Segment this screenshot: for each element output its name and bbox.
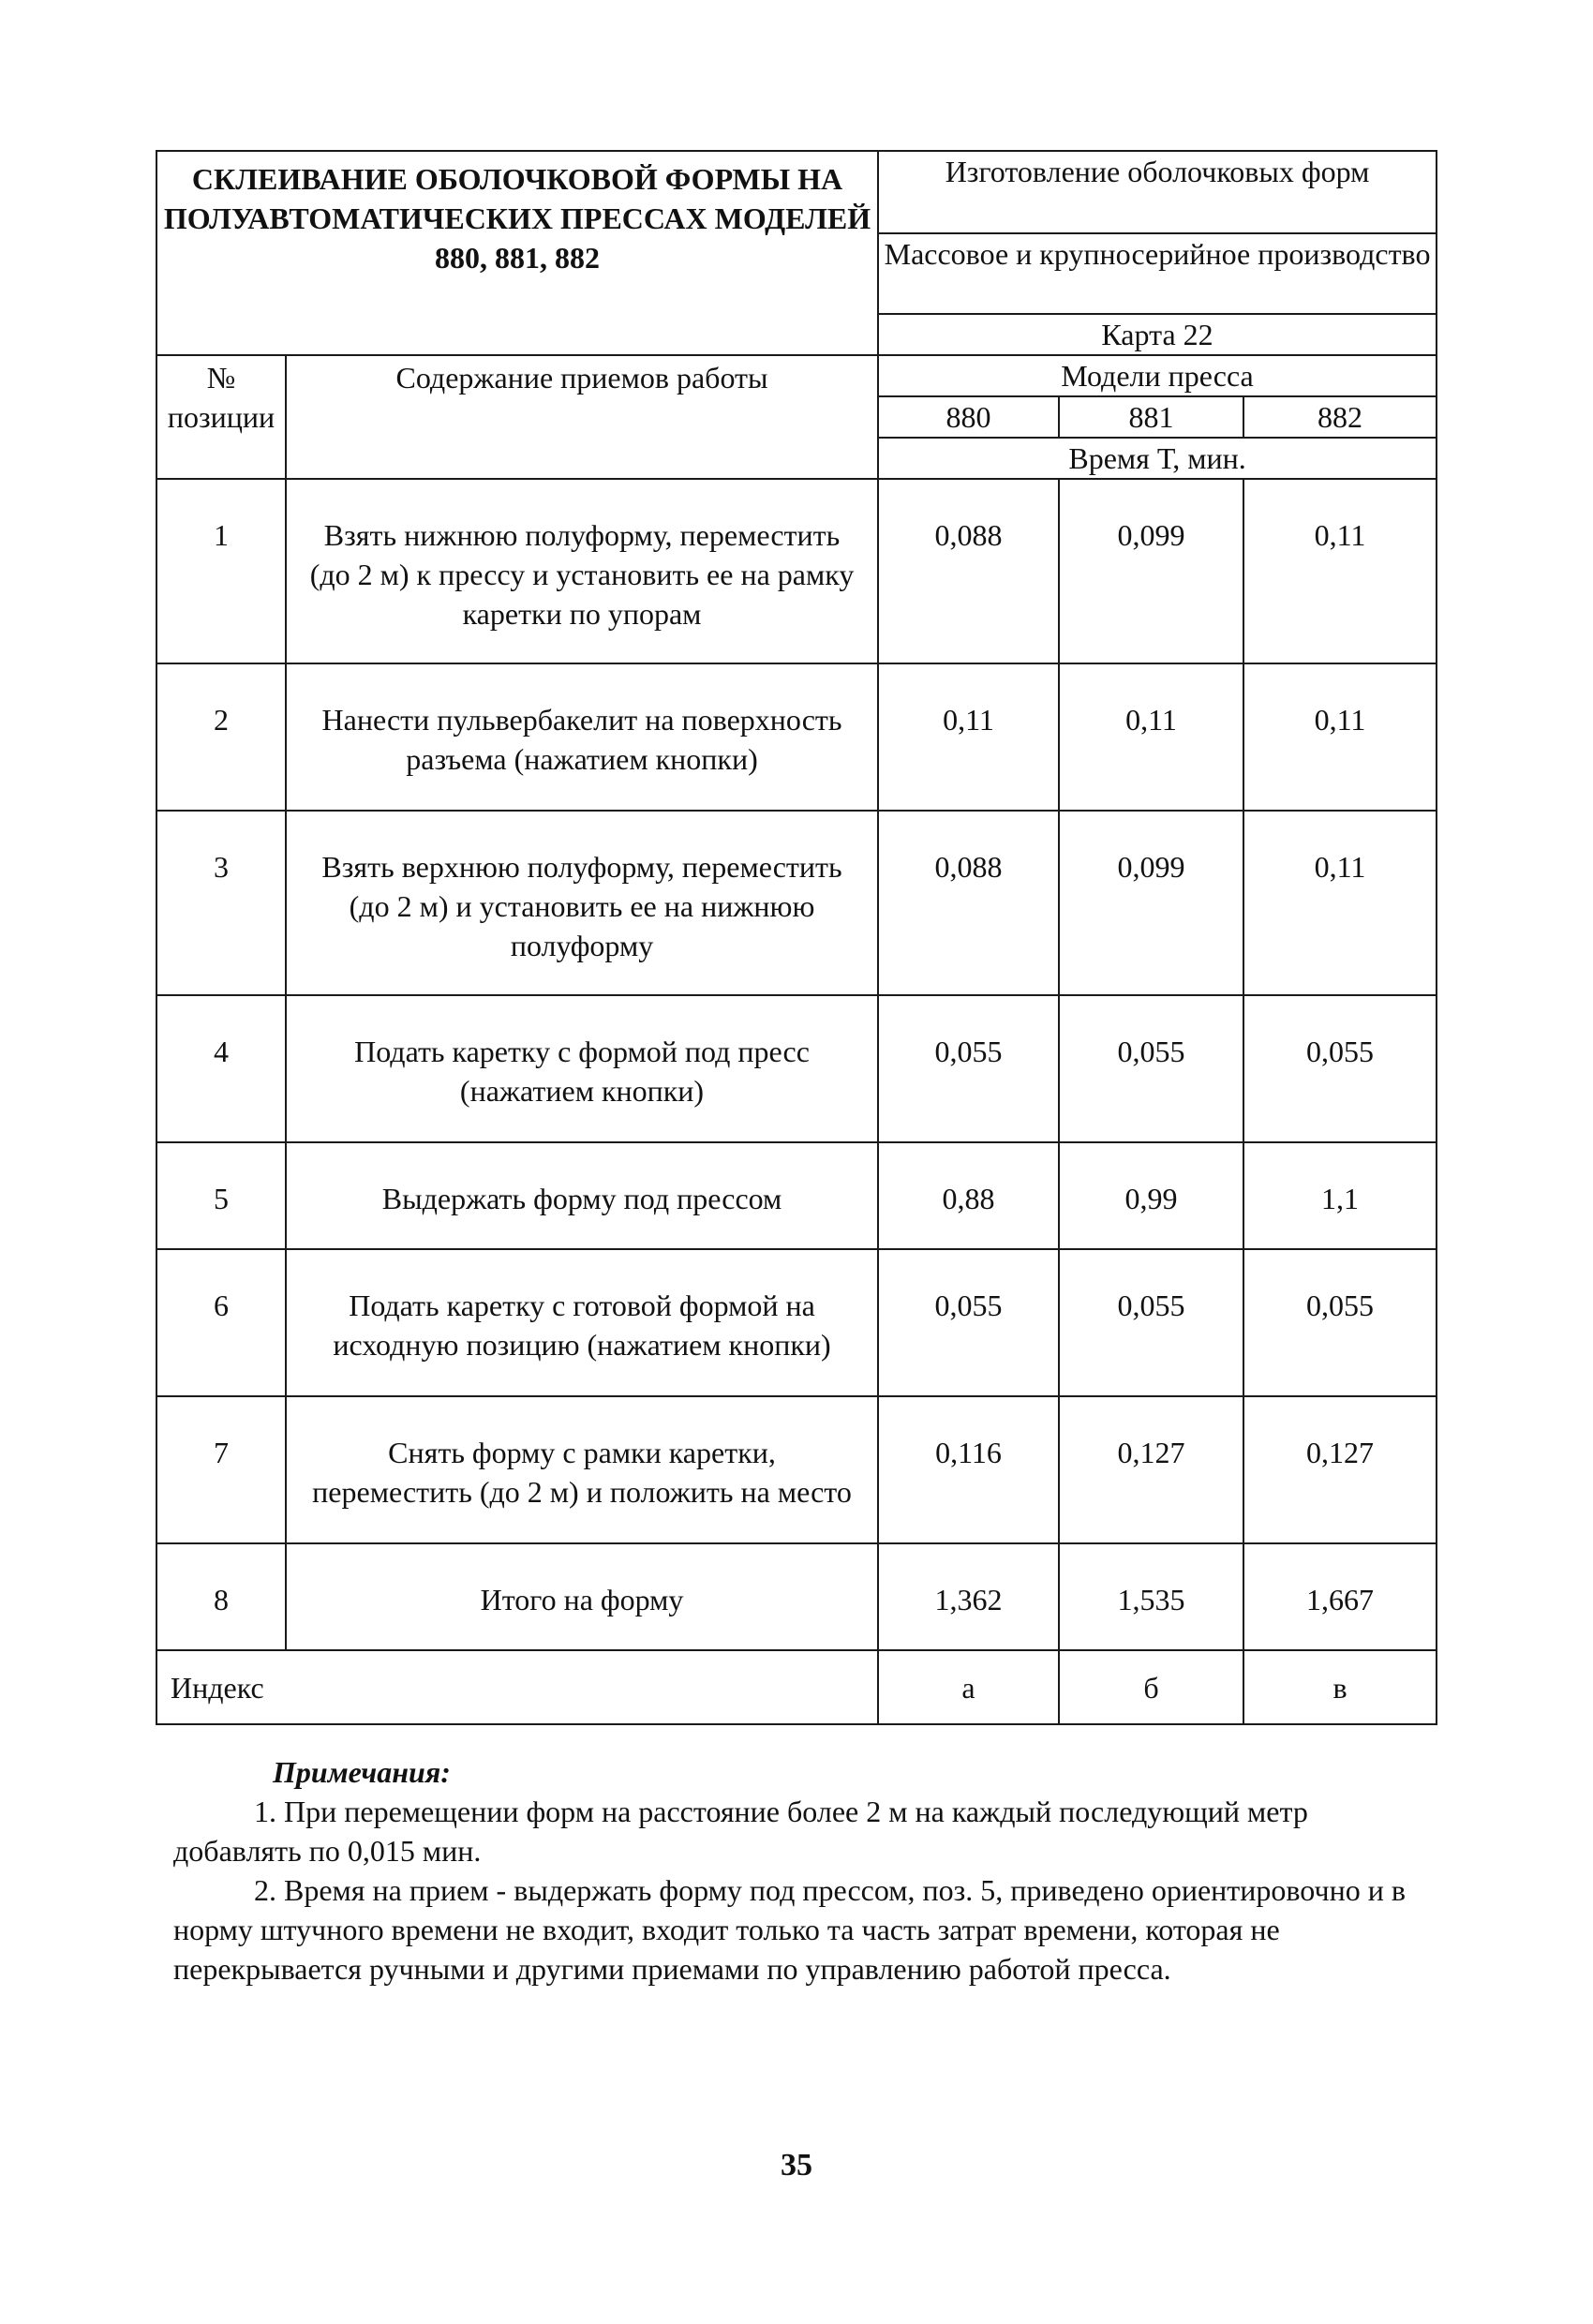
- row-value-880: 0,11: [878, 663, 1059, 811]
- models-header: Модели пресса: [878, 355, 1437, 396]
- row-value-881: 0,99: [1059, 1142, 1243, 1249]
- row-content: Снять форму с рамки каретки, переместить (до 2 м) и положить на место: [286, 1396, 878, 1543]
- index-882: в: [1243, 1650, 1437, 1724]
- row-value-881: 0,127: [1059, 1396, 1243, 1543]
- model-880-header: 880: [878, 396, 1059, 438]
- table-row: [156, 1142, 1437, 1249]
- row-content: Выдержать форму под прессом: [286, 1142, 878, 1249]
- row-value-882: 1,1: [1243, 1142, 1437, 1249]
- row-position: 5: [156, 1142, 286, 1249]
- notes-heading: Примечания:: [273, 1755, 451, 1789]
- row-value-880: 0,055: [878, 1249, 1059, 1396]
- index-881: б: [1059, 1650, 1243, 1724]
- row-value-880: 1,362: [878, 1543, 1059, 1650]
- index-row: [156, 1650, 1437, 1724]
- norm-table: [156, 150, 1437, 1725]
- note-item: 2. Время на прием - выдержать форму под прессом, поз. 5, приведено ориентировочно и в норму штучного времени не входит, входит только та часть затрат времени, которая не перекрывается ручными и другими приемами по управлению работой пресса.: [173, 1873, 1406, 1986]
- row-value-881: 1,535: [1059, 1543, 1243, 1650]
- total-row: [156, 1543, 1437, 1650]
- row-content: Подать каретку с формой под пресс (нажатием кнопки): [286, 995, 878, 1142]
- page-number: 35: [781, 2148, 812, 2182]
- row-value-881: 0,099: [1059, 811, 1243, 995]
- notes-section: [173, 1752, 1420, 1989]
- row-value-881: 0,055: [1059, 1249, 1243, 1396]
- table-row: [156, 479, 1437, 663]
- row-position: 4: [156, 995, 286, 1142]
- row-content: Взять верхнюю полуформу, переместить (до 2 м) и установить ее на нижнюю полуформу: [286, 811, 878, 995]
- row-content: Подать каретку с готовой формой на исходную позицию (нажатием кнопки): [286, 1249, 878, 1396]
- row-value-881: 0,11: [1059, 663, 1243, 811]
- row-value-882: 0,127: [1243, 1396, 1437, 1543]
- operation-name: Изготовление оболочковых форм: [878, 151, 1437, 233]
- table-row: [156, 1249, 1437, 1396]
- row-value-880: 0,088: [878, 811, 1059, 995]
- table-row: [156, 811, 1437, 995]
- row-position: 3: [156, 811, 286, 995]
- card-number: Карта 22: [878, 314, 1437, 355]
- content-column-header: Содержание приемов работы: [286, 355, 878, 479]
- row-value-882: 0,055: [1243, 995, 1437, 1142]
- row-value-882: 0,11: [1243, 811, 1437, 995]
- table-row: [156, 995, 1437, 1142]
- production-type: Массовое и крупносерийное производство: [878, 233, 1437, 314]
- row-content: Взять нижнюю полуформу, переместить (до 2 м) к прессу и установить ее на рамку каретки по упорам: [286, 479, 878, 663]
- row-value-880: 0,116: [878, 1396, 1059, 1543]
- row-value-882: 0,11: [1243, 663, 1437, 811]
- position-column-header: № позиции: [156, 355, 286, 479]
- row-value-882: 0,11: [1243, 479, 1437, 663]
- row-value-882: 1,667: [1243, 1543, 1437, 1650]
- row-content: Нанести пульвербакелит на поверхность разъема (нажатием кнопки): [286, 663, 878, 811]
- time-unit-header: Время Т, мин.: [878, 438, 1437, 479]
- row-position: 8: [156, 1543, 286, 1650]
- card-title: СКЛЕИВАНИЕ ОБОЛОЧКОВОЙ ФОРМЫ НА ПОЛУАВТОМАТИЧЕСКИХ ПРЕССАХ МОДЕЛЕЙ 880, 881, 882: [156, 151, 878, 355]
- row-position: 2: [156, 663, 286, 811]
- row-value-880: 0,88: [878, 1142, 1059, 1249]
- row-position: 6: [156, 1249, 286, 1396]
- note-item: 1. При перемещении форм на расстояние более 2 м на каждый последующий метр добавлять по 0,015 мин.: [173, 1795, 1308, 1868]
- table-row: [156, 1396, 1437, 1543]
- row-value-881: 0,099: [1059, 479, 1243, 663]
- table-row: [156, 663, 1437, 811]
- row-value-882: 0,055: [1243, 1249, 1437, 1396]
- row-value-881: 0,055: [1059, 995, 1243, 1142]
- index-880: а: [878, 1650, 1059, 1724]
- model-881-header: 881: [1059, 396, 1243, 438]
- row-value-880: 0,055: [878, 995, 1059, 1142]
- row-position: 7: [156, 1396, 286, 1543]
- row-content: Итого на форму: [286, 1543, 878, 1650]
- index-label: Индекс: [156, 1650, 878, 1724]
- row-value-880: 0,088: [878, 479, 1059, 663]
- row-position: 1: [156, 479, 286, 663]
- model-882-header: 882: [1243, 396, 1437, 438]
